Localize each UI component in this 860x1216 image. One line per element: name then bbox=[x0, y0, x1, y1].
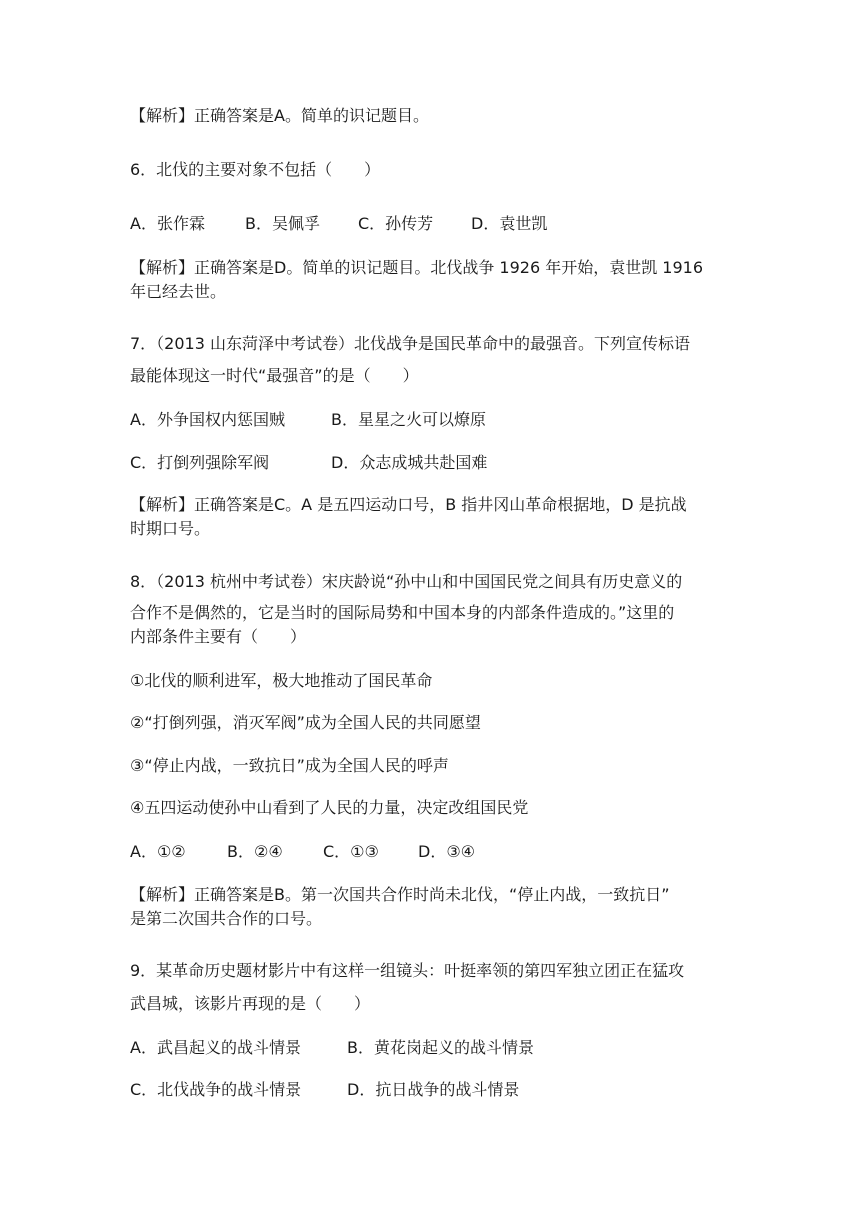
q9-option-a: A．武昌起义的战斗情景 bbox=[130, 1038, 301, 1057]
question-9-line1: 9．某革命历史题材影片中有这样一组镜头：叶挺率领的第四军独立团正在猛攻 bbox=[130, 961, 685, 980]
question-6: 6．北伐的主要对象不包括（ ） bbox=[130, 160, 381, 179]
q7-option-c: C．打倒列强除军阀 bbox=[130, 453, 270, 472]
q7-option-a: A．外争国权内惩国贼 bbox=[130, 410, 285, 429]
q9-option-d: D．抗日战争的战斗情景 bbox=[347, 1080, 520, 1099]
q8-option-d: D．③④ bbox=[418, 842, 476, 861]
q7-option-d: D．众志成城共赴国难 bbox=[331, 453, 488, 472]
q8-statement-1: ①北伐的顺利进军，极大地推动了国民革命 bbox=[130, 671, 433, 690]
q9-option-b: B．黄花岗起义的战斗情景 bbox=[347, 1038, 534, 1057]
q6-option-b: B．吴佩孚 bbox=[245, 214, 320, 233]
q7-option-b: B．星星之火可以燎原 bbox=[331, 410, 486, 429]
q8-option-c: C．①③ bbox=[323, 842, 379, 861]
analysis-q7-line1: 【解析】正确答案是C。A 是五四运动口号，B 指井冈山革命根据地，D 是抗战 bbox=[130, 495, 687, 514]
q8-option-a: A．①② bbox=[130, 842, 186, 861]
q8-statement-2: ②“打倒列强，消灭军阀”成为全国人民的共同愿望 bbox=[130, 713, 481, 732]
question-8-line3: 内部条件主要有（ ） bbox=[130, 627, 307, 646]
question-8-line2: 合作不是偶然的，它是当时的国际局势和中国本身的内部条件造成的。”这里的 bbox=[130, 603, 675, 622]
q9-option-c: C．北伐战争的战斗情景 bbox=[130, 1080, 302, 1099]
analysis-q7-line2: 时期口号。 bbox=[130, 519, 211, 538]
q6-option-d: D．袁世凯 bbox=[471, 214, 548, 233]
q6-option-c: C．孙传芳 bbox=[358, 214, 434, 233]
question-7-line2: 最能体现这一时代“最强音”的是（ ） bbox=[130, 366, 419, 385]
analysis-q8-line2: 是第二次国共合作的口号。 bbox=[130, 909, 323, 928]
analysis-q8-line1: 【解析】正确答案是B。第一次国共合作时尚未北伐，“停止内战，一致抗日” bbox=[130, 885, 670, 904]
question-9-line2: 武昌城，该影片再现的是（ ） bbox=[130, 994, 371, 1013]
analysis-q5: 【解析】正确答案是A。简单的识记题目。 bbox=[130, 106, 429, 125]
q8-statement-3: ③“停止内战，一致抗日”成为全国人民的呼声 bbox=[130, 756, 449, 775]
q8-option-b: B．②④ bbox=[227, 842, 283, 861]
question-7-line1: 7．（2013 山东菏泽中考试卷）北伐战争是国民革命中的最强音。下列宣传标语 bbox=[130, 334, 690, 353]
question-8-line1: 8．（2013 杭州中考试卷）宋庆龄说“孙中山和中国国民党之间具有历史意义的 bbox=[130, 572, 683, 591]
analysis-q6-line2: 年已经去世。 bbox=[130, 282, 227, 301]
q6-option-a: A．张作霖 bbox=[130, 214, 205, 233]
q8-statement-4: ④五四运动使孙中山看到了人民的力量，决定改组国民党 bbox=[130, 798, 529, 817]
analysis-q6-line1: 【解析】正确答案是D。简单的识记题目。北伐战争 1926 年开始，袁世凯 1916 bbox=[130, 258, 704, 277]
